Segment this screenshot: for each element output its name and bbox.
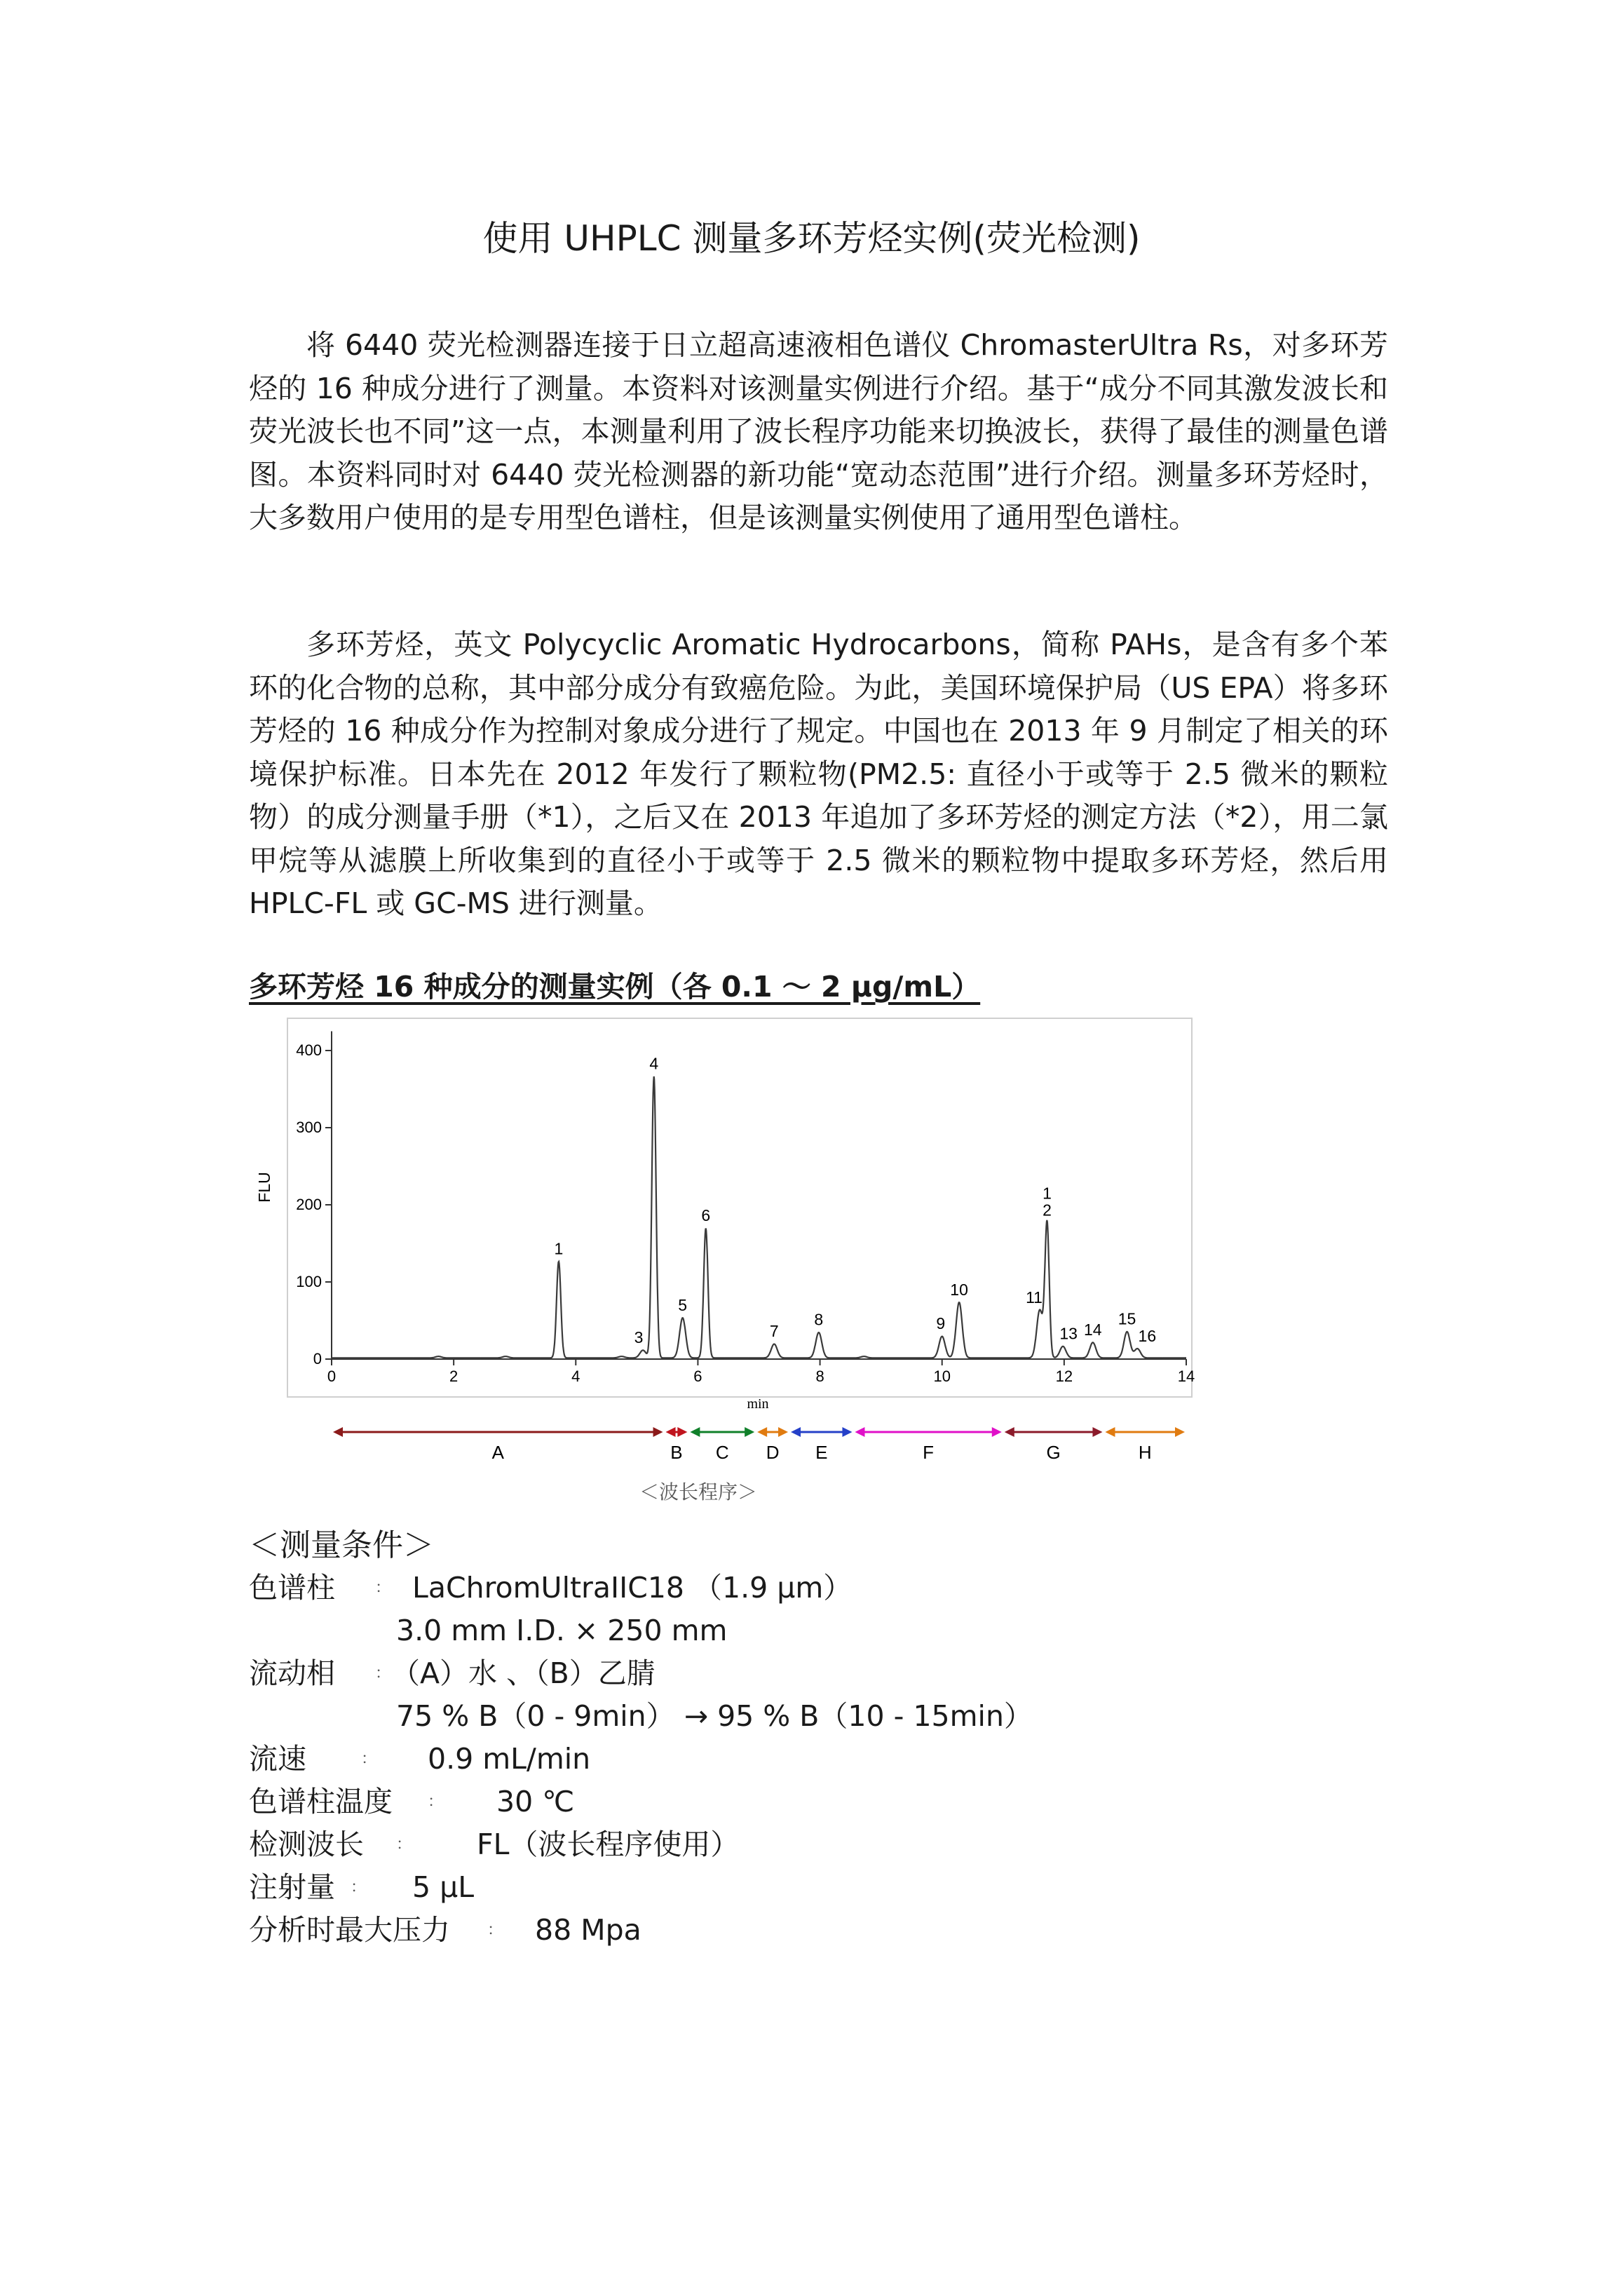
y-tick-label: 100	[296, 1273, 322, 1290]
condition-row	[249, 1866, 1371, 1909]
peak-label: 3	[634, 1328, 644, 1346]
condition-label: 检测波长	[249, 1828, 364, 1861]
peak-label: 9	[936, 1314, 946, 1333]
program-segment-e	[791, 1427, 852, 1463]
y-tick-label: 0	[313, 1350, 322, 1368]
condition-label: 注射量	[249, 1870, 335, 1904]
condition-value: 5 μL	[412, 1870, 475, 1904]
condition-separator: ：	[428, 1793, 444, 1811]
x-axis-label: min	[747, 1396, 769, 1412]
chart-frame	[287, 1018, 1192, 1397]
condition-label: 流动相	[249, 1656, 335, 1690]
y-tick-label: 300	[296, 1119, 322, 1136]
program-segment-f	[855, 1427, 1001, 1463]
condition-value: 3.0 mm I.D. × 250 mm	[396, 1614, 728, 1647]
x-tick-label: 14	[1177, 1368, 1195, 1385]
condition-value: 75 % B（0 - 9min） → 95 % B（10 - 15min）	[396, 1699, 1033, 1733]
condition-value: （A）水 、（B）乙腈	[391, 1656, 656, 1690]
peak-label: 1	[554, 1239, 564, 1258]
condition-separator: ：	[351, 1879, 367, 1896]
condition-row	[249, 1567, 1371, 1609]
x-tick-label: 4	[571, 1368, 580, 1385]
peak-label: 8	[814, 1310, 824, 1329]
x-tick-label: 6	[693, 1368, 702, 1385]
condition-separator: ：	[375, 1665, 391, 1682]
condition-row	[249, 1652, 1371, 1695]
peak-label: 14	[1083, 1321, 1102, 1339]
condition-separator: ：	[487, 1922, 503, 1939]
condition-label: 流速	[249, 1742, 306, 1776]
page-title: 使用 UHPLC 测量多环芳烃实例(荧光检测)	[482, 218, 1141, 259]
peak-label: 11	[1026, 1288, 1043, 1306]
condition-separator: ：	[375, 1579, 391, 1597]
wavelength-program-caption: ＜波长程序＞	[639, 1480, 758, 1504]
condition-row	[249, 1823, 1371, 1866]
program-segment-b	[666, 1427, 688, 1463]
x-tick-label: 2	[449, 1368, 459, 1385]
chart-heading: 多环芳烃 16 种成分的测量实例（各 0.1 ～ 2 μg/mL）	[249, 970, 981, 1004]
program-segment-a	[333, 1427, 663, 1463]
peak-label: 15	[1118, 1309, 1136, 1328]
chromatogram-chart	[249, 1015, 1209, 1520]
peak-label: 2	[1043, 1201, 1052, 1220]
program-segment-c	[690, 1427, 754, 1463]
condition-row	[249, 1781, 1371, 1823]
condition-separator: ：	[396, 1836, 412, 1853]
condition-label: 色谱柱温度	[249, 1785, 393, 1818]
peak-label: 6	[701, 1206, 711, 1225]
program-segment-label: D	[766, 1442, 780, 1463]
peak-label: 13	[1059, 1324, 1078, 1343]
x-tick-label: 8	[815, 1368, 824, 1385]
peak-label: 10	[950, 1280, 968, 1299]
peak-label: 5	[678, 1295, 688, 1314]
peak-label: 4	[649, 1054, 659, 1073]
program-segment-g	[1005, 1427, 1103, 1463]
intro-paragraph: 将 6440 荧光检测器连接于日立超高速液相色谱仪 ChromasterUltra Rs，对多环芳烃的 16 种成分进行了测量。本资料对该测量实例进行介绍。基于“成分不同其激发波长和荧光波长也不同”这一点，本测量利用了波长程序功能来切换波长，获得了最佳的测量色谱图。本资料同时对 6440 荧光检测器的新功能“宽动态范围”进行介绍。测量多环芳烃时，大多数用户使用的是专用型色谱柱，但是该测量实例使用了通用型色谱柱。	[249, 328, 1388, 534]
condition-separator: ：	[361, 1750, 377, 1768]
program-segment-label: B	[670, 1442, 683, 1463]
condition-value: FL（波长程序使用）	[477, 1828, 740, 1861]
conditions-heading: ＜测量条件＞	[249, 1527, 434, 1563]
condition-row	[249, 1738, 1371, 1781]
condition-row	[249, 1609, 1371, 1652]
program-segment-label: A	[491, 1442, 504, 1463]
y-tick-label: 200	[296, 1196, 322, 1213]
condition-row	[249, 1909, 1371, 1952]
chromatogram-trace	[332, 1076, 1186, 1358]
condition-value: 30 ℃	[496, 1785, 575, 1818]
peak-label: 7	[769, 1322, 779, 1341]
program-segment-label: H	[1138, 1442, 1152, 1463]
background-paragraph: 多环芳烃，英文 Polycyclic Aromatic Hydrocarbons，简称 PAHs，是含有多个苯环的化合物的总称，其中部分成分有致癌危险。为此，美国环境保护局（US EPA）将多环芳烃的 16 种成分作为控制对象成分进行了规定。中国也在 2013 年 9 月制定了相关的环境保护标准。日本先在 2012 年发行了颗粒物(PM2.5: 直径小于或等于 2.5 微米的颗粒物）的成分测量手册（*1），之后又在 2013 年追加了多环芳烃的测定方法（*2），用二氯甲烷等从滤膜上所收集到的直径小于或等于 2.5 微米的颗粒物中提取多环芳烃，然后用 HPLC-FL 或 GC-MS 进行测量。	[249, 628, 1388, 920]
program-segment-d	[757, 1427, 788, 1463]
x-tick-label: 0	[327, 1368, 337, 1385]
condition-label: 分析时最大压力	[249, 1913, 450, 1947]
condition-row	[249, 1695, 1371, 1738]
y-axis-label: FLU	[255, 1172, 273, 1203]
condition-label: 色谱柱	[249, 1571, 335, 1605]
y-tick-label: 400	[296, 1041, 322, 1059]
condition-value: LaChromUltraIIC18 （1.9 μm）	[412, 1571, 853, 1605]
program-segment-label: F	[923, 1442, 935, 1463]
peak-label: 16	[1138, 1326, 1157, 1345]
peak-label: 1	[1043, 1184, 1052, 1203]
x-tick-label: 12	[1055, 1368, 1073, 1385]
condition-value: 88 Mpa	[535, 1913, 641, 1947]
program-segment-label: E	[815, 1442, 828, 1463]
program-segment-label: C	[715, 1442, 729, 1463]
program-segment-h	[1105, 1427, 1185, 1463]
x-tick-label: 10	[933, 1368, 951, 1385]
condition-value: 0.9 mL/min	[428, 1742, 591, 1776]
program-segment-label: G	[1046, 1442, 1061, 1463]
